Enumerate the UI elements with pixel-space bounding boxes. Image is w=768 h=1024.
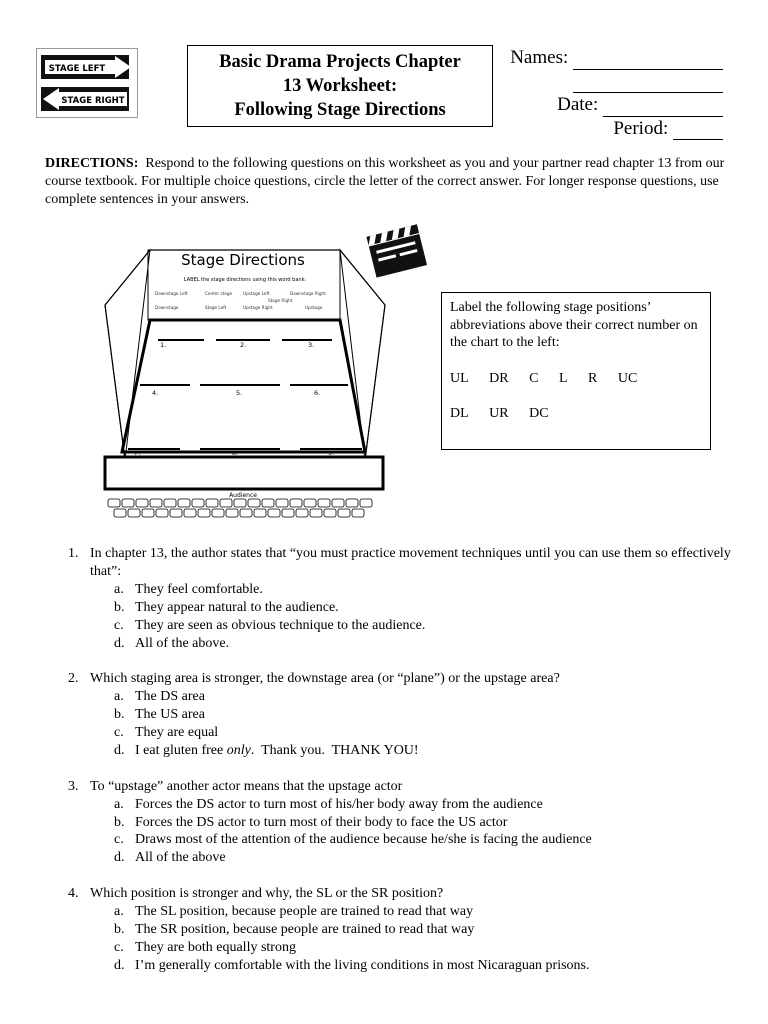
word-bank-item: Downstage Left (155, 291, 188, 296)
names-label: Names: (510, 47, 569, 68)
abbreviation: DR (489, 370, 509, 386)
date-blank[interactable] (603, 98, 723, 117)
question-number: 1. (68, 546, 79, 561)
abbreviation: R (588, 370, 598, 386)
abbreviation: UL (450, 370, 469, 386)
stage-position-number: 7. (134, 449, 141, 457)
word-bank-item: Stage Left (205, 305, 227, 310)
title-line-3: Following Stage Directions (234, 100, 446, 120)
stage-diagram (100, 235, 390, 525)
question-number: 4. (68, 886, 79, 902)
question-text: Which position is stronger and why, the SL or the SR position? (90, 886, 444, 902)
stage-position-number: 1. (160, 341, 167, 349)
answer-option[interactable]: a. They feel comfortable. (114, 581, 263, 597)
abbreviation: DC (529, 406, 549, 421)
answer-option[interactable]: c. Draws most of the attention of the audience because he/she is facing the audience (114, 832, 592, 848)
word-bank-item: Center stage (205, 291, 233, 296)
directions-paragraph (45, 155, 735, 209)
question-number: 3. (68, 778, 79, 794)
answer-option[interactable]: c. They are equal (114, 725, 219, 741)
answer-option[interactable]: c. They are both equally strong (114, 939, 296, 955)
names-blank-1[interactable] (573, 51, 723, 70)
answer-option[interactable]: c. They are seen as obvious technique to the audience. (114, 617, 426, 633)
answer-option[interactable]: d. All of the above. (114, 635, 230, 651)
label-box-text: Label the following stage positions’ abbreviations above their correct number on the chart to the left: (450, 300, 698, 350)
question-3 (68, 778, 738, 868)
word-bank-item: Upstage (305, 305, 323, 310)
worksheet-title-box (187, 45, 493, 127)
question-1 (68, 545, 738, 652)
abbreviation: C (529, 370, 539, 386)
period-label: Period: (613, 117, 669, 139)
answer-option[interactable]: a. Forces the DS actor to turn most of his/her body away from the audience (114, 796, 543, 812)
period-blank[interactable] (673, 121, 723, 140)
abbreviation: L (558, 370, 568, 386)
word-bank-item: Downstage (155, 305, 179, 310)
question-4 (68, 885, 738, 975)
audience-label: Audience (229, 492, 257, 499)
abbreviation: DL (450, 406, 469, 421)
word-bank-item: Upstage Right (243, 305, 273, 310)
questions-list (68, 545, 738, 993)
stage-position-number: 9. (328, 449, 335, 457)
stage-position-number: 8. (232, 449, 239, 457)
title-line-1: Basic Drama Projects Chapter (219, 52, 461, 72)
abbreviation-row-2 (450, 405, 702, 423)
stage-position-number: 2. (240, 341, 247, 349)
question-text: In chapter 13, the author states that “you must practice movement techniques until you can use them so effectively that”: (90, 546, 731, 579)
names-blank-2[interactable] (573, 74, 723, 93)
stage-position-number: 3. (308, 341, 315, 349)
clapperboard-icon (360, 218, 432, 278)
stage-signs-image (36, 48, 138, 118)
answer-option[interactable]: d. All of the above (114, 850, 226, 866)
directions-label: DIRECTIONS: (45, 156, 139, 171)
student-info-block (493, 46, 723, 140)
answer-option[interactable]: b. The SR position, because people are trained to read that way (114, 921, 475, 937)
stage-position-number: 5. (236, 389, 243, 397)
answer-option[interactable]: b. The US area (114, 707, 205, 723)
answer-option[interactable]: b. Forces the DS actor to turn most of their body to face the US actor (114, 814, 508, 830)
answer-option[interactable]: d. I eat gluten free only. Thank you. THANK YOU! (114, 742, 419, 758)
answer-option[interactable]: a. The DS area (114, 689, 205, 705)
stage-position-number: 6. (314, 389, 321, 397)
answer-option[interactable]: b. They appear natural to the audience. (114, 599, 339, 615)
word-bank-item: Upstage Left (243, 291, 270, 296)
figure-title: Stage Directions (181, 251, 305, 269)
stage-position-number: 4. (152, 389, 159, 397)
question-2 (68, 670, 738, 760)
word-bank-item: Stage Right (268, 298, 293, 303)
answer-option[interactable]: d. I’m generally comfortable with the living conditions in most Nicaraguan prisons. (114, 957, 590, 973)
figure-subtitle: LABEL the stage directions using this word bank: (183, 277, 307, 283)
question-text: To “upstage” another actor means that the upstage actor (90, 778, 403, 794)
question-text: Which staging area is stronger, the downstage area (or “plane”) or the upstage area? (90, 671, 560, 687)
abbreviation: UR (489, 406, 509, 421)
directions-text: Respond to the following questions on this worksheet as you and your partner read chapter 13 from our course textbook. For multiple choice questions, circle the letter of the correct answer. For longer response questions, use complete sentences in your answers. (45, 156, 725, 207)
stage-right-sign-text: STAGE RIGHT (61, 96, 125, 106)
word-bank-item: Downstage Right (290, 291, 326, 296)
title-line-2: 13 Worksheet: (282, 76, 398, 96)
date-label: Date: (557, 94, 599, 115)
abbreviation-row-1 (450, 370, 702, 388)
stage-left-sign-text: STAGE LEFT (48, 64, 106, 74)
label-instructions-box (441, 292, 711, 450)
answer-option[interactable]: a. The SL position, because people are trained to read that way (114, 904, 474, 920)
abbreviation: UC (617, 370, 638, 386)
question-number: 2. (68, 671, 79, 687)
